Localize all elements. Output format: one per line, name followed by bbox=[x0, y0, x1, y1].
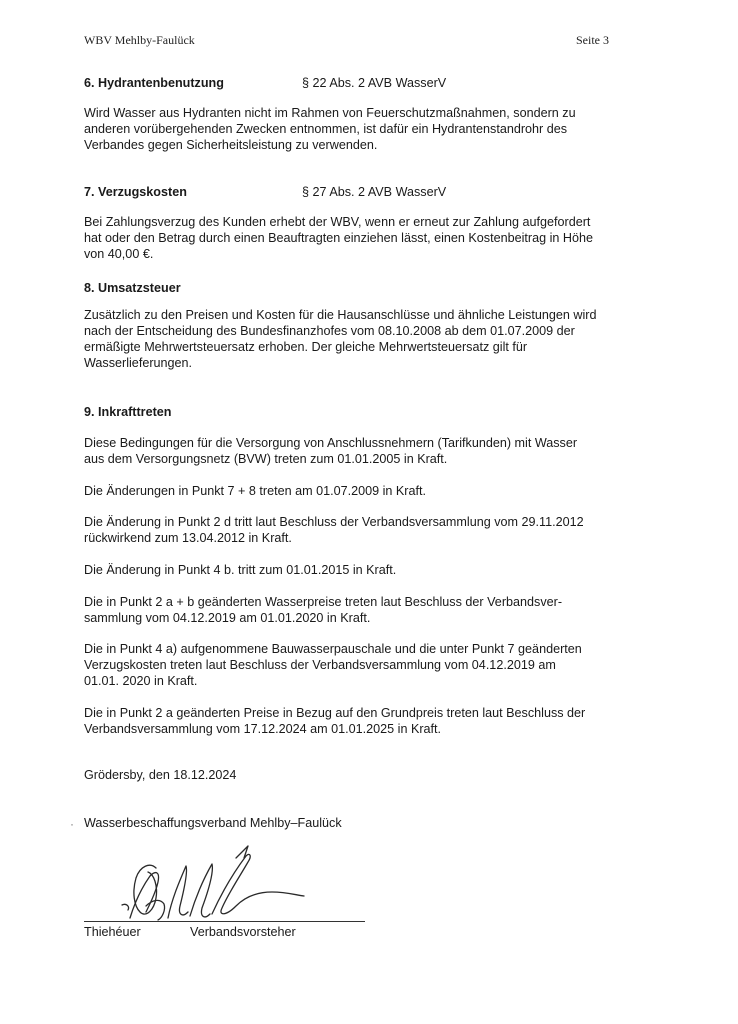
text-line: Verbandsversammlung vom 17.12.2024 am 01.01.2025 in Kraft. bbox=[84, 722, 442, 736]
signatory-name: Thiehéuer bbox=[84, 925, 141, 939]
signature-line bbox=[84, 921, 365, 922]
text-line: Die Änderung in Punkt 4 b. tritt zum 01.01.2015 in Kraft. bbox=[84, 563, 397, 577]
text-line: sammlung vom 04.12.2019 am 01.01.2020 in Kraft. bbox=[84, 611, 371, 625]
text-line: nach der Entscheidung des Bundesfinanzhofes vom 08.10.2008 ab dem 01.07.2009 der bbox=[84, 324, 575, 338]
text-line: Verzugskosten treten laut Beschluss der Verbandsversammlung vom 04.12.2019 am bbox=[84, 658, 556, 672]
text-line: Die in Punkt 2 a + b geänderten Wasserpreise treten laut Beschluss der Verbandsver- bbox=[84, 595, 563, 609]
text-line: aus dem Versorgungsnetz (BVW) treten zum 01.01.2005 in Kraft. bbox=[84, 452, 448, 466]
text-line: Wasserlieferungen. bbox=[84, 356, 193, 370]
section-9-title: 9. Inkrafttreten bbox=[84, 405, 172, 419]
text-line: anderen vorübergehenden Zwecken entnommen, ist dafür ein Hydrantenstandrohr des bbox=[84, 122, 568, 136]
section-6-reference: § 22 Abs. 2 AVB WasserV bbox=[302, 76, 447, 90]
signatory bbox=[84, 925, 296, 939]
text-line: ermäßigte Mehrwertsteuersatz erhoben. Der gleiche Mehrwertsteuersatz gilt für bbox=[84, 340, 528, 354]
text-line: rückwirkend zum 13.04.2012 in Kraft. bbox=[84, 531, 292, 545]
text-line: Die Änderung in Punkt 2 d tritt laut Beschluss der Verbandsversammlung vom 29.11.2012 bbox=[84, 515, 584, 529]
text-line: 01.01. 2020 in Kraft. bbox=[84, 674, 198, 688]
text-line: von 40,00 €. bbox=[84, 247, 154, 261]
text-line: Die Änderungen in Punkt 7 + 8 treten am 01.07.2009 in Kraft. bbox=[84, 484, 427, 498]
text-line: Bei Zahlungsverzug des Kunden erhebt der WBV, wenn er erneut zur Zahlung aufgefordert bbox=[84, 215, 591, 229]
text-line: Die in Punkt 2 a geänderten Preise in Bezug auf den Grundpreis treten laut Beschluss der bbox=[84, 706, 586, 720]
text-line: Diese Bedingungen für die Versorgung von Anschlussnehmern (Tarifkunden) mit Wasser bbox=[84, 436, 578, 450]
section-6-title: 6. Hydrantenbenutzung bbox=[84, 76, 224, 90]
section-8-title: 8. Umsatzsteuer bbox=[84, 281, 181, 295]
organization-name: Wasserbeschaffungsverband Mehlby–Faulück bbox=[84, 816, 342, 830]
section-7-reference: § 27 Abs. 2 AVB WasserV bbox=[302, 185, 447, 199]
page-number: Seite 3 bbox=[576, 33, 609, 47]
section-7-title: 7. Verzugskosten bbox=[84, 185, 187, 199]
text-line: Verbandes gegen Sicherheitsleistung zu verwenden. bbox=[84, 138, 378, 152]
signatory-role: Verbandsvorsteher bbox=[190, 925, 296, 939]
text-line: Die in Punkt 4 a) aufgenommene Bauwasserpauschale und die unter Punkt 7 geänderten bbox=[84, 642, 582, 656]
text-line: Zusätzlich zu den Preisen und Kosten für die Hausanschlüsse und ähnliche Leistungen wird bbox=[84, 308, 597, 322]
header-left: WBV Mehlby-Faulück bbox=[84, 33, 195, 47]
place-date: Grödersby, den 18.12.2024 bbox=[84, 768, 237, 782]
text-line: Wird Wasser aus Hydranten nicht im Rahmen von Feuerschutzmaßnahmen, sondern zu bbox=[84, 106, 576, 120]
text-line: hat oder den Betrag durch einen Beauftragten einziehen lässt, einen Kostenbeitrag in Höhe bbox=[84, 231, 594, 245]
scan-speck: · bbox=[70, 817, 74, 831]
